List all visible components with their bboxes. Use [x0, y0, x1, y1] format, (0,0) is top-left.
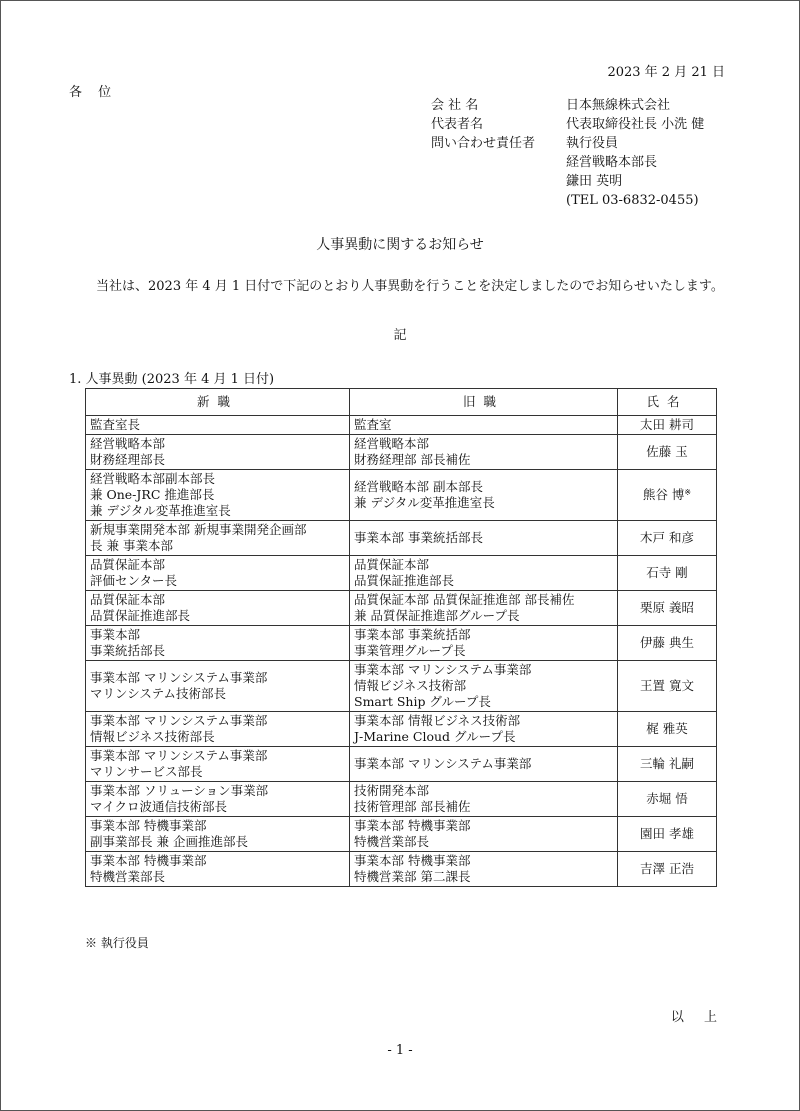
issuer-row	[431, 115, 704, 134]
name-cell	[618, 712, 717, 747]
issuer-value: 鎌田 英明	[566, 174, 623, 189]
old-position-cell: 品質保証本部 品質保証推進部 部長補佐 兼 品質保証推進部グループ長	[350, 591, 618, 626]
person-name: 園田 孝雄	[640, 826, 694, 841]
name-cell	[618, 556, 717, 591]
executive-officer-mark: ※	[684, 488, 692, 497]
new-position-cell: 事業本部 特機事業部 特機営業部長	[86, 852, 350, 887]
person-name: 王置 寛文	[640, 678, 694, 693]
new-position-cell: 経営戦略本部 財務経理部長	[86, 435, 350, 470]
person-name: 石寺 剛	[646, 565, 688, 580]
table-header-row	[86, 389, 717, 416]
old-position-cell: 技術開発本部 技術管理部 部長補佐	[350, 782, 618, 817]
name-cell	[618, 591, 717, 626]
table-row	[86, 782, 717, 817]
person-name: 伊藤 典生	[640, 635, 694, 650]
old-position-cell: 品質保証本部 品質保証推進部長	[350, 556, 618, 591]
name-cell	[618, 661, 717, 712]
old-position-cell: 事業本部 特機事業部 特機営業部 第二課長	[350, 852, 618, 887]
table-row	[86, 591, 717, 626]
name-cell	[618, 852, 717, 887]
old-position-cell: 事業本部 事業統括部長	[350, 521, 618, 556]
old-position-cell: 経営戦略本部 副本部長 兼 デジタル変革推進室長	[350, 470, 618, 521]
column-header-old-position: 旧職	[350, 389, 618, 416]
person-name: 三輪 礼嗣	[640, 756, 694, 771]
new-position-cell: 品質保証本部 評価センター長	[86, 556, 350, 591]
issuer-block	[431, 96, 704, 210]
name-cell	[618, 416, 717, 435]
table-row	[86, 521, 717, 556]
column-header-name: 氏名	[618, 389, 717, 416]
table-row	[86, 661, 717, 712]
person-name: 赤堀 悟	[646, 791, 688, 806]
new-position-cell: 事業本部 マリンシステム事業部 情報ビジネス技術部長	[86, 712, 350, 747]
section-heading: 1. 人事異動 (2023 年 4 月 1 日付)	[69, 372, 275, 387]
issuer-value: 代表取締役社長 小洗 健	[566, 117, 705, 132]
old-position-cell: 経営戦略本部 財務経理部 部長補佐	[350, 435, 618, 470]
new-position-cell: 経営戦略本部副本部長 兼 One-JRC 推進部長 兼 デジタル変革推進室長	[86, 470, 350, 521]
issuer-value: 執行役員	[566, 136, 619, 151]
name-cell	[618, 435, 717, 470]
issuer-value: 経営戦略本部長	[566, 155, 658, 170]
table-row	[86, 416, 717, 435]
addressee: 各 位	[69, 85, 118, 100]
old-position-cell: 監査室	[350, 416, 618, 435]
ki-marker: 記	[393, 328, 407, 343]
person-name: 吉澤 正浩	[640, 861, 694, 876]
table-row	[86, 435, 717, 470]
name-cell	[618, 817, 717, 852]
issuer-row	[431, 134, 704, 153]
person-name: 栗原 義昭	[640, 600, 694, 615]
old-position-cell: 事業本部 事業統括部 事業管理グループ長	[350, 626, 618, 661]
person-name: 太田 耕司	[640, 417, 694, 432]
footnote: ※ 執行役員	[85, 936, 149, 950]
new-position-cell: 事業本部 マリンシステム事業部 マリンサービス部長	[86, 747, 350, 782]
closing-mark: 以 上	[670, 1010, 725, 1025]
new-position-cell: 事業本部 ソリューション事業部 マイクロ波通信技術部長	[86, 782, 350, 817]
table-row	[86, 747, 717, 782]
old-position-cell: 事業本部 マリンシステム事業部 情報ビジネス技術部 Smart Ship グループ長	[350, 661, 618, 712]
table-row	[86, 470, 717, 521]
person-name: 佐藤 玉	[646, 444, 688, 459]
intro-paragraph: 当社は、2023 年 4 月 1 日付で下記のとおり人事異動を行うことを決定しましたのでお知らせいたします。	[96, 279, 724, 294]
new-position-cell: 事業本部 マリンシステム事業部 マリンシステム技術部長	[86, 661, 350, 712]
issuer-value: (TEL 03-6832-0455)	[566, 193, 699, 208]
old-position-cell: 事業本部 マリンシステム事業部	[350, 747, 618, 782]
new-position-cell: 品質保証本部 品質保証推進部長	[86, 591, 350, 626]
issuer-value: 日本無線株式会社	[566, 98, 671, 113]
table-row	[86, 556, 717, 591]
issuer-label: 問い合わせ責任者	[431, 136, 536, 151]
issuer-label: 代表者名	[431, 117, 484, 132]
name-cell	[618, 626, 717, 661]
document-date: 2023 年 2 月 21 日	[607, 65, 725, 80]
new-position-cell: 事業本部 特機事業部 副事業部長 兼 企画推進部長	[86, 817, 350, 852]
personnel-table	[85, 388, 717, 887]
table-row	[86, 626, 717, 661]
person-name: 熊谷 博	[642, 487, 685, 502]
issuer-row	[431, 172, 704, 191]
new-position-cell: 新規事業開発本部 新規事業開発企画部 長 兼 事業本部	[86, 521, 350, 556]
name-cell	[618, 470, 717, 521]
column-header-new-position: 新職	[86, 389, 350, 416]
table-row	[86, 712, 717, 747]
table-row	[86, 852, 717, 887]
name-cell	[618, 521, 717, 556]
issuer-row	[431, 191, 704, 210]
old-position-cell: 事業本部 特機事業部 特機営業部長	[350, 817, 618, 852]
person-name: 梶 雅英	[646, 721, 688, 736]
issuer-label: 会 社 名	[431, 98, 479, 113]
table-row	[86, 817, 717, 852]
new-position-cell: 監査室長	[86, 416, 350, 435]
page-number: - 1 -	[387, 1043, 413, 1058]
old-position-cell: 事業本部 情報ビジネス技術部 J-Marine Cloud グループ長	[350, 712, 618, 747]
issuer-row	[431, 96, 704, 115]
issuer-row	[431, 153, 704, 172]
name-cell	[618, 747, 717, 782]
name-cell	[618, 782, 717, 817]
page-title: 人事異動に関するお知らせ	[316, 237, 484, 253]
new-position-cell: 事業本部 事業統括部長	[86, 626, 350, 661]
person-name: 木戸 和彦	[640, 530, 694, 545]
